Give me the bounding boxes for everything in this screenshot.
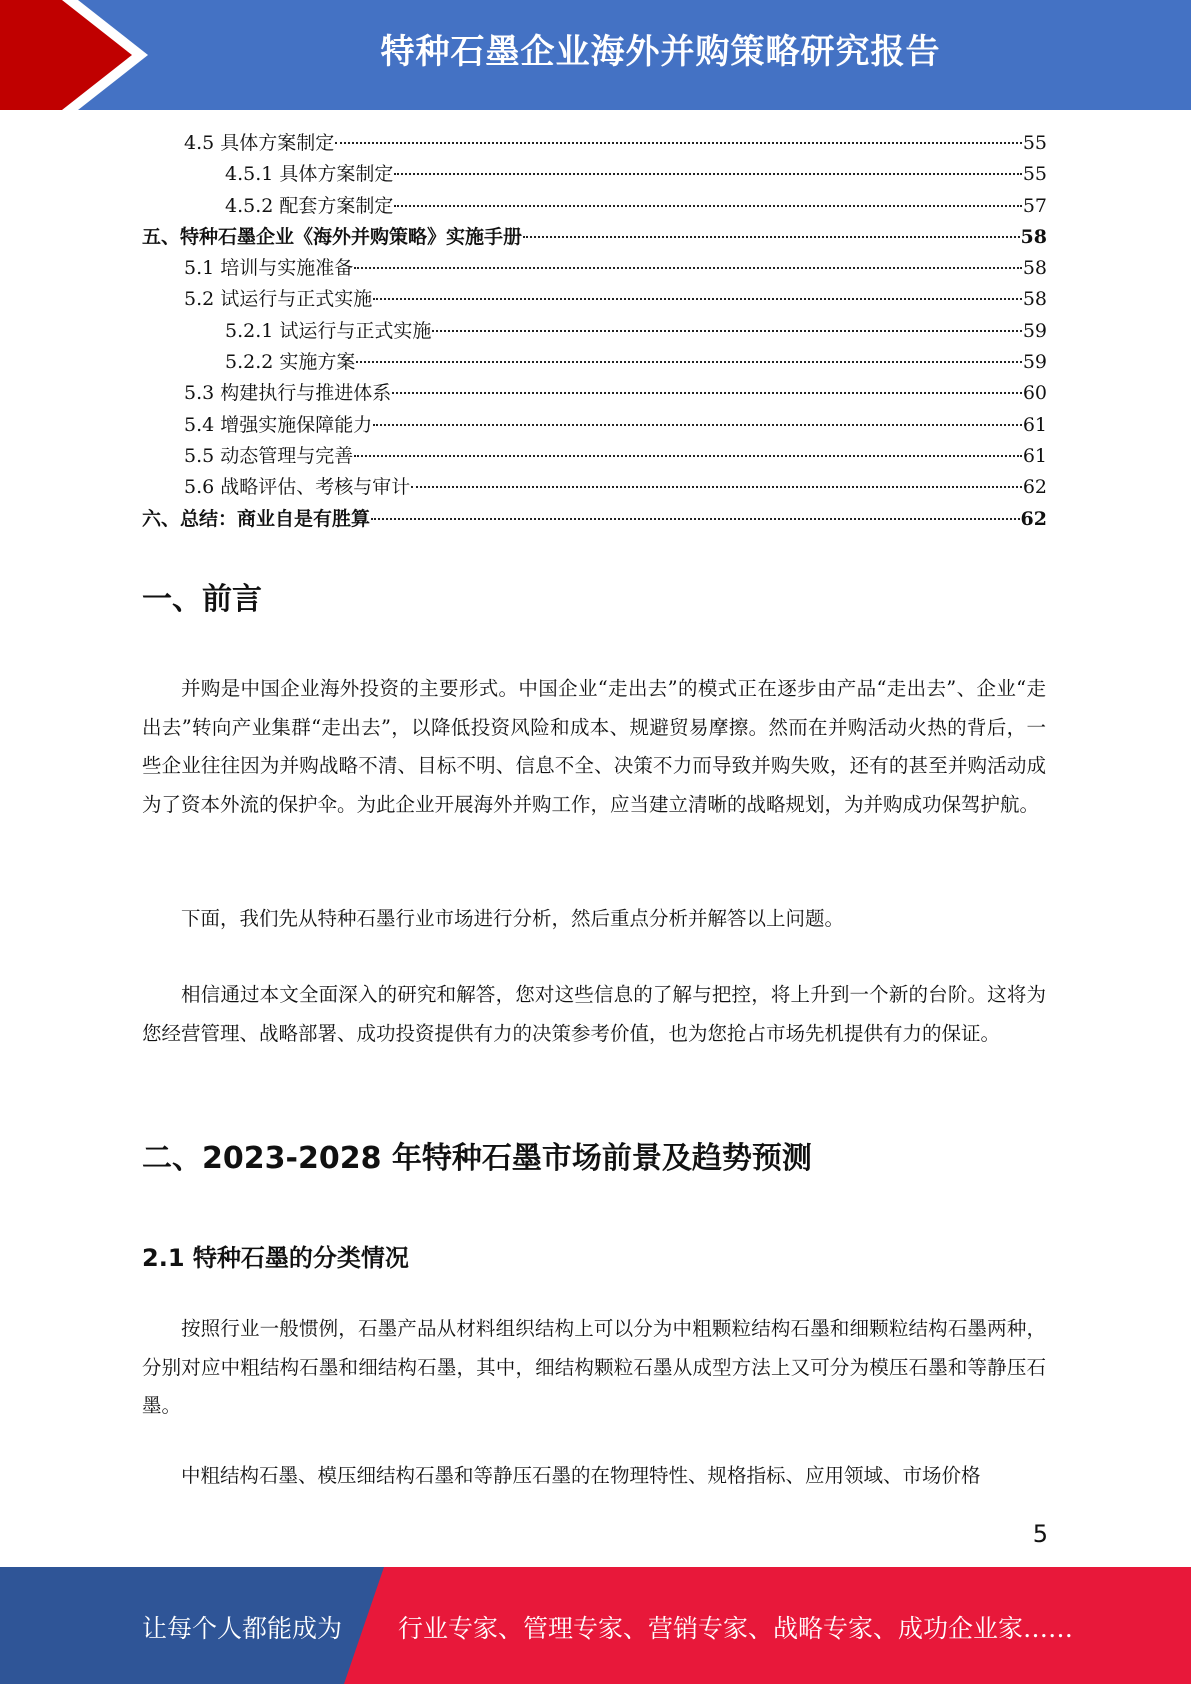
subsection-title: 2.1 特种石墨的分类情况 bbox=[142, 1244, 409, 1272]
toc-entry-label: 4.5.2 配套方案制定 bbox=[225, 194, 394, 217]
page-header bbox=[0, 0, 1191, 110]
toc-entry-page: 57 bbox=[1022, 194, 1047, 217]
toc-entry-page: 61 bbox=[1022, 413, 1047, 436]
toc-entry[interactable] bbox=[142, 347, 1047, 378]
toc-entry-label: 5.2 试运行与正式实施 bbox=[184, 288, 373, 311]
toc-entry[interactable] bbox=[142, 472, 1047, 503]
toc-entry[interactable] bbox=[142, 316, 1047, 347]
toc-dot-leader bbox=[432, 330, 1021, 332]
toc-entry-page: 61 bbox=[1022, 444, 1047, 467]
toc-entry[interactable] bbox=[142, 441, 1047, 472]
paragraph: 并购是中国企业海外投资的主要形式。中国企业“走出去”的模式正在逐步由产品“走出去”、企业“走出去”转向产业集群“走出去”，以降低投资风险和成本、规避贸易摩擦。然而在并购活动火热的背后，一些企业往往因为并购战略不清、目标不明、信息不全、决策不力而导致并购失败，还有的甚至并购活动成为了资本外流的保护伞。为此企业开展海外并购工作，应当建立清晰的战略规划，为并购成功保驾护航。 bbox=[142, 677, 1046, 816]
toc-entry-label: 5.5 动态管理与完善 bbox=[184, 444, 354, 467]
toc-dot-leader bbox=[335, 142, 1022, 144]
toc-entry[interactable] bbox=[142, 222, 1047, 253]
paragraph: 按照行业一般惯例，石墨产品从材料组织结构上可以分为中粗颗粒结构石墨和细颗粒结构石墨两种，分别对应中粗结构石墨和细结构石墨，其中，细结构颗粒石墨从成型方法上又可分为模压石墨和等静压石墨。 bbox=[142, 1317, 1046, 1417]
toc-dot-leader bbox=[354, 455, 1022, 457]
toc-entry-page: 55 bbox=[1022, 132, 1047, 154]
toc-entry-page: 55 bbox=[1022, 163, 1047, 186]
page-footer bbox=[0, 1567, 1191, 1684]
toc-entry-label: 5.2.2 实施方案 bbox=[225, 351, 356, 374]
toc-dot-leader bbox=[411, 486, 1022, 488]
toc-dot-leader bbox=[394, 205, 1021, 207]
section-title-preface: 一、前言 bbox=[142, 582, 262, 617]
header-arrow-decoration bbox=[0, 0, 160, 110]
toc-dot-leader bbox=[392, 392, 1022, 394]
toc-entry-page: 62 bbox=[1022, 476, 1047, 499]
toc-dot-leader bbox=[371, 518, 1020, 520]
toc-entry-label: 4.5.1 具体方案制定 bbox=[225, 163, 394, 186]
toc-entry-label: 六、总结：商业自是有胜算 bbox=[142, 507, 371, 530]
toc-dot-leader bbox=[394, 173, 1021, 175]
toc-entry-page: 60 bbox=[1022, 382, 1047, 405]
footer-slogan-left: 让每个人都能成为 bbox=[142, 1614, 343, 1643]
toc-entry-label: 5.6 战略评估、考核与审计 bbox=[184, 476, 411, 499]
table-of-contents bbox=[142, 128, 1047, 535]
toc-entry[interactable] bbox=[142, 284, 1047, 315]
page-number: 5 bbox=[1032, 1520, 1048, 1548]
toc-entry[interactable] bbox=[142, 410, 1047, 441]
toc-entry-label: 5.3 构建执行与推进体系 bbox=[184, 382, 392, 405]
toc-entry-label: 五、特种石墨企业《海外并购策略》实施手册 bbox=[142, 225, 523, 248]
toc-entry[interactable] bbox=[142, 253, 1047, 284]
paragraph: 相信通过本文全面深入的研究和解答，您对这些信息的了解与把控，将上升到一个新的台阶。这将为您经营管理、战略部署、成功投资提供有力的决策参考价值，也为您抢占市场先机提供有力的保证。 bbox=[142, 983, 1046, 1045]
toc-dot-leader bbox=[356, 361, 1021, 363]
section-title-market: 二、2023-2028 年特种石墨市场前景及趋势预测 bbox=[142, 1141, 812, 1176]
header-title: 特种石墨企业海外并购策略研究报告 bbox=[380, 32, 941, 72]
toc-entry[interactable] bbox=[142, 128, 1047, 159]
paragraph: 中粗结构石墨、模压细结构石墨和等静压石墨的在物理特性、规格指标、应用领域、市场价格 bbox=[181, 1464, 981, 1487]
toc-entry[interactable] bbox=[142, 159, 1047, 190]
toc-dot-leader bbox=[354, 267, 1022, 269]
toc-entry-page: 58 bbox=[1020, 225, 1047, 248]
toc-entry-page: 62 bbox=[1020, 507, 1047, 530]
toc-dot-leader bbox=[373, 298, 1022, 300]
toc-entry-page: 59 bbox=[1022, 319, 1047, 342]
toc-entry-label: 5.1 培训与实施准备 bbox=[184, 257, 354, 280]
toc-entry[interactable] bbox=[142, 191, 1047, 222]
toc-entry-label: 5.2.1 试运行与正式实施 bbox=[225, 319, 432, 342]
toc-entry[interactable] bbox=[142, 378, 1047, 409]
toc-dot-leader bbox=[373, 424, 1022, 426]
toc-entry[interactable] bbox=[142, 504, 1047, 535]
toc-entry-label: 5.4 增强实施保障能力 bbox=[184, 413, 373, 436]
toc-entry-label: 4.5 具体方案制定 bbox=[184, 132, 335, 154]
paragraph: 下面，我们先从特种石墨行业市场进行分析，然后重点分析并解答以上问题。 bbox=[181, 907, 845, 930]
toc-dot-leader bbox=[523, 236, 1020, 238]
toc-entry-page: 59 bbox=[1022, 351, 1047, 374]
toc-entry-page: 58 bbox=[1022, 257, 1047, 280]
toc-entry-page: 58 bbox=[1022, 288, 1047, 311]
footer-slogan-right: 行业专家、管理专家、营销专家、战略专家、成功企业家…… bbox=[398, 1614, 1074, 1643]
